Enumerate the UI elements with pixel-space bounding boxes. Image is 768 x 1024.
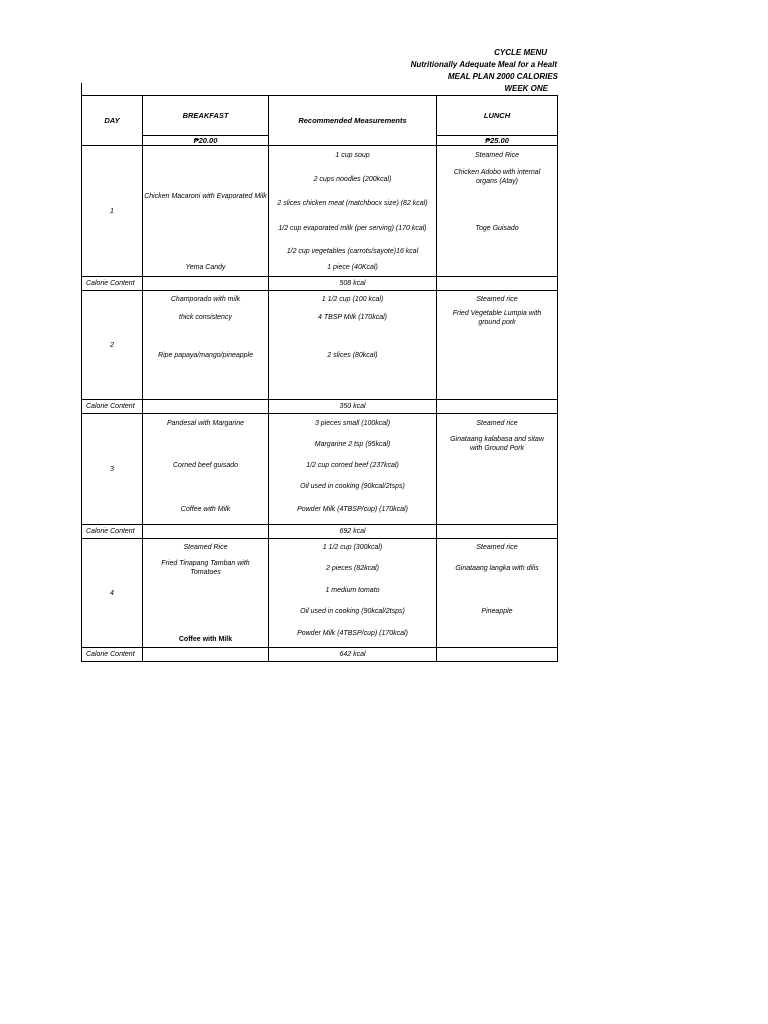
breakfast-item: Coffee with Milk bbox=[178, 636, 233, 643]
breakfast-item: thick consistency bbox=[179, 314, 232, 321]
breakfast-item: Pandesal with Margarine bbox=[166, 420, 245, 427]
calorie-row bbox=[82, 277, 558, 291]
header-week: WEEK ONE bbox=[504, 84, 548, 93]
calorie-label: Calorie Content bbox=[82, 400, 143, 414]
measure-item: 4 TBSP Milk (170kcal) bbox=[318, 314, 387, 321]
measure-item: Oil used in cooking (90kcal/2tsps) bbox=[300, 608, 405, 615]
breakfast-item: Chicken Macaroni with Evaporated Milk bbox=[144, 193, 267, 200]
calorie-value: 508 kcal bbox=[269, 277, 437, 291]
calorie-value: 642 kcal bbox=[269, 648, 437, 662]
measure-item: 1 cup soup bbox=[335, 152, 370, 159]
measure-item: 1 medium tomato bbox=[325, 587, 380, 594]
measure-item: 1 1/2 cup (100 kcal) bbox=[321, 296, 384, 303]
calorie-label: Calorie Content bbox=[82, 277, 143, 291]
measure-item: 1 piece (40Kcal) bbox=[327, 264, 378, 271]
lunch-item: Ginataang langka with dilis bbox=[455, 565, 539, 572]
table-row bbox=[82, 146, 558, 277]
header-meal-plan: MEAL PLAN 2000 CALORIES bbox=[447, 72, 558, 81]
header-cycle-menu: CYCLE MENU bbox=[494, 48, 547, 57]
measure-item: 2 slices (80kcal) bbox=[327, 352, 378, 359]
header-subtitle: Nutritionally Adequate Meal for a Healt bbox=[410, 60, 557, 69]
measure-item: 1/2 cup corned beef (237kcal) bbox=[306, 462, 399, 469]
breakfast-item: Corned beef guisado bbox=[173, 462, 238, 469]
measure-item: 1/2 cup vegetables (carrots/sayote)16 kcal bbox=[286, 248, 419, 255]
col-day-header: DAY bbox=[82, 96, 143, 146]
lunch-item: Steamed rice bbox=[476, 420, 518, 427]
col-breakfast-header: BREAKFAST bbox=[143, 96, 269, 136]
calorie-value: 350 kcal bbox=[269, 400, 437, 414]
table-row bbox=[82, 539, 558, 648]
lunch-item: Fried Vegetable Lumpia with ground pork bbox=[452, 310, 542, 326]
calorie-row bbox=[82, 648, 558, 662]
measure-item: Oil used in cooking (90kcal/2tsps) bbox=[300, 483, 405, 490]
breakfast-item: Fried Tinapang Tamban with Tomatoes bbox=[161, 560, 250, 576]
measure-item: 2 cups noodles (200kcal) bbox=[313, 176, 392, 183]
col-measure-header: Recommended Measurements bbox=[269, 96, 437, 146]
price-breakfast: ₱20.00 bbox=[143, 136, 269, 146]
breakfast-item: Ripe papaya/mango/pineapple bbox=[158, 352, 253, 359]
lunch-item: Ginataang kalabasa and sitaw with Ground Pork bbox=[450, 436, 544, 452]
col-lunch-header: LUNCH bbox=[437, 96, 558, 136]
breakfast-item: Steamed Rice bbox=[183, 544, 228, 551]
lunch-item: Toge Guisado bbox=[475, 225, 519, 232]
day-number: 3 bbox=[82, 414, 143, 525]
price-lunch: ₱25.00 bbox=[437, 136, 558, 146]
measure-item: Powder Milk (4TBSP/cup) (170kcal) bbox=[297, 630, 408, 637]
measure-item: 2 pieces (82kcal) bbox=[326, 565, 379, 572]
measure-item: 1/2 cup evaporated milk (per serving) (170 kcal) bbox=[278, 225, 427, 232]
calorie-label: Calorie Content bbox=[82, 525, 143, 539]
lunch-item: Steamed rice bbox=[476, 544, 518, 551]
breakfast-item: Coffee with Milk bbox=[180, 506, 231, 513]
menu-table bbox=[81, 95, 558, 662]
breakfast-item: Champorado with milk bbox=[170, 296, 241, 303]
calorie-row bbox=[82, 525, 558, 539]
calorie-row bbox=[82, 400, 558, 414]
day-number: 4 bbox=[82, 539, 143, 648]
lunch-item: Steamed Rice bbox=[475, 152, 519, 159]
measure-item: 2 slices chicken meat (matchbocx size) (82 kcal) bbox=[277, 200, 428, 207]
measure-item: Margarine 2 tsp (95kcal) bbox=[314, 441, 391, 448]
breakfast-item: Yema Candy bbox=[185, 264, 226, 271]
lunch-item: Pineapple bbox=[481, 608, 513, 615]
measure-item: Powder Milk (4TBSP/cup) (170kcal) bbox=[297, 506, 408, 513]
lunch-item: Steamed rice bbox=[476, 296, 518, 303]
calorie-value: 692 kcal bbox=[269, 525, 437, 539]
table-row bbox=[82, 291, 558, 400]
table-row bbox=[82, 414, 558, 525]
day-number: 1 bbox=[82, 146, 143, 277]
day-number: 2 bbox=[82, 291, 143, 400]
calorie-label: Calorie Content bbox=[82, 648, 143, 662]
measure-item: 1 1/2 cup (300kcal) bbox=[322, 544, 383, 551]
measure-item: 3 pieces small (100kcal) bbox=[314, 420, 391, 427]
lunch-item: Chicken Adobo with internal organs (Atay) bbox=[453, 169, 541, 185]
